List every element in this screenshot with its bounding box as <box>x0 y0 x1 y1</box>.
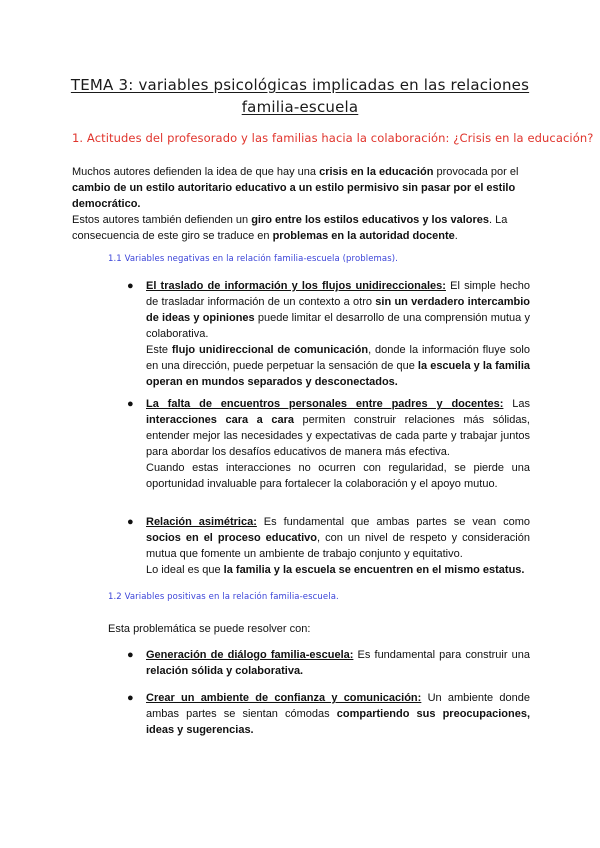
section-1-2-intro: Esta problemática se puede resolver con: <box>108 623 311 635</box>
bullet-icon: ● <box>127 692 134 704</box>
title-line-2: familia-escuela <box>241 98 359 116</box>
section-1-heading: 1. Actitudes del profesorado y las familias hacia la colaboración: ¿Crisis en la educación? <box>72 131 594 145</box>
bullet-icon: ● <box>127 649 134 661</box>
list-item: ● Crear un ambiente de confianza y comunicación: Un ambiente donde ambas partes se sientan cómodas compartiendo sus preocupaciones, ideas y sugerencias. <box>127 692 530 736</box>
bullet-icon: ● <box>127 280 134 292</box>
list-item: ● La falta de encuentros personales entre padres y docentes: Las interacciones cara a cara permiten construir relaciones más sólidas, entender mejor las necesidades y expectativas de cada parte y trabajar juntos para abordar los desafíos educativos de manera más efectiva. Cuando estas interacciones no ocurren con regularidad, se pierde una oportunidad invaluable para fortalecer la colaboración y el apoyo mutuo. <box>127 398 530 490</box>
list-item: ● Generación de diálogo familia-escuela: Es fundamental para construir una relación sólida y colaborativa. <box>127 649 530 677</box>
section-1-1-heading: 1.1 Variables negativas en la relación familia-escuela (problemas). <box>108 254 398 264</box>
list-item: ● El traslado de información y los flujos unidireccionales: El simple hecho de trasladar información de un contexto a otro sin un verdadero intercambio de ideas y opiniones puede limitar el desarrollo de una comprensión mutua y colaborativa. Este flujo unidireccional de comunicación, donde la información fluye solo en una dirección, puede perpetuar la sensación de que la escuela y la familia operan en mundos separados y desconectados. <box>127 280 530 388</box>
section-1-2-heading: 1.2 Variables positivas en la relación familia-escuela. <box>108 592 339 602</box>
bullet-icon: ● <box>127 398 134 410</box>
title-line-1: TEMA 3: variables psicológicas implicadas en las relaciones <box>70 76 530 94</box>
document-title <box>0 74 600 118</box>
section-1-intro: Muchos autores defienden la idea de que hay una crisis en la educación provocada por el cambio de un estilo autoritario educativo a un estilo permisivo sin pasar por el estilo democrático. Estos autores también defienden un giro entre los estilos educativos y los valores. La consecuencia de este giro se traduce en problemas en la autoridad docente. <box>72 166 519 242</box>
list-item: ● Relación asimétrica: Es fundamental que ambas partes se vean como socios en el proceso educativo, con un nivel de respeto y consideración mutua que fomente un ambiente de trabajo conjunto y equitativo. Lo ideal es que la familia y la escuela se encuentren en el mismo estatus. <box>127 516 531 576</box>
bullet-icon: ● <box>127 516 134 528</box>
